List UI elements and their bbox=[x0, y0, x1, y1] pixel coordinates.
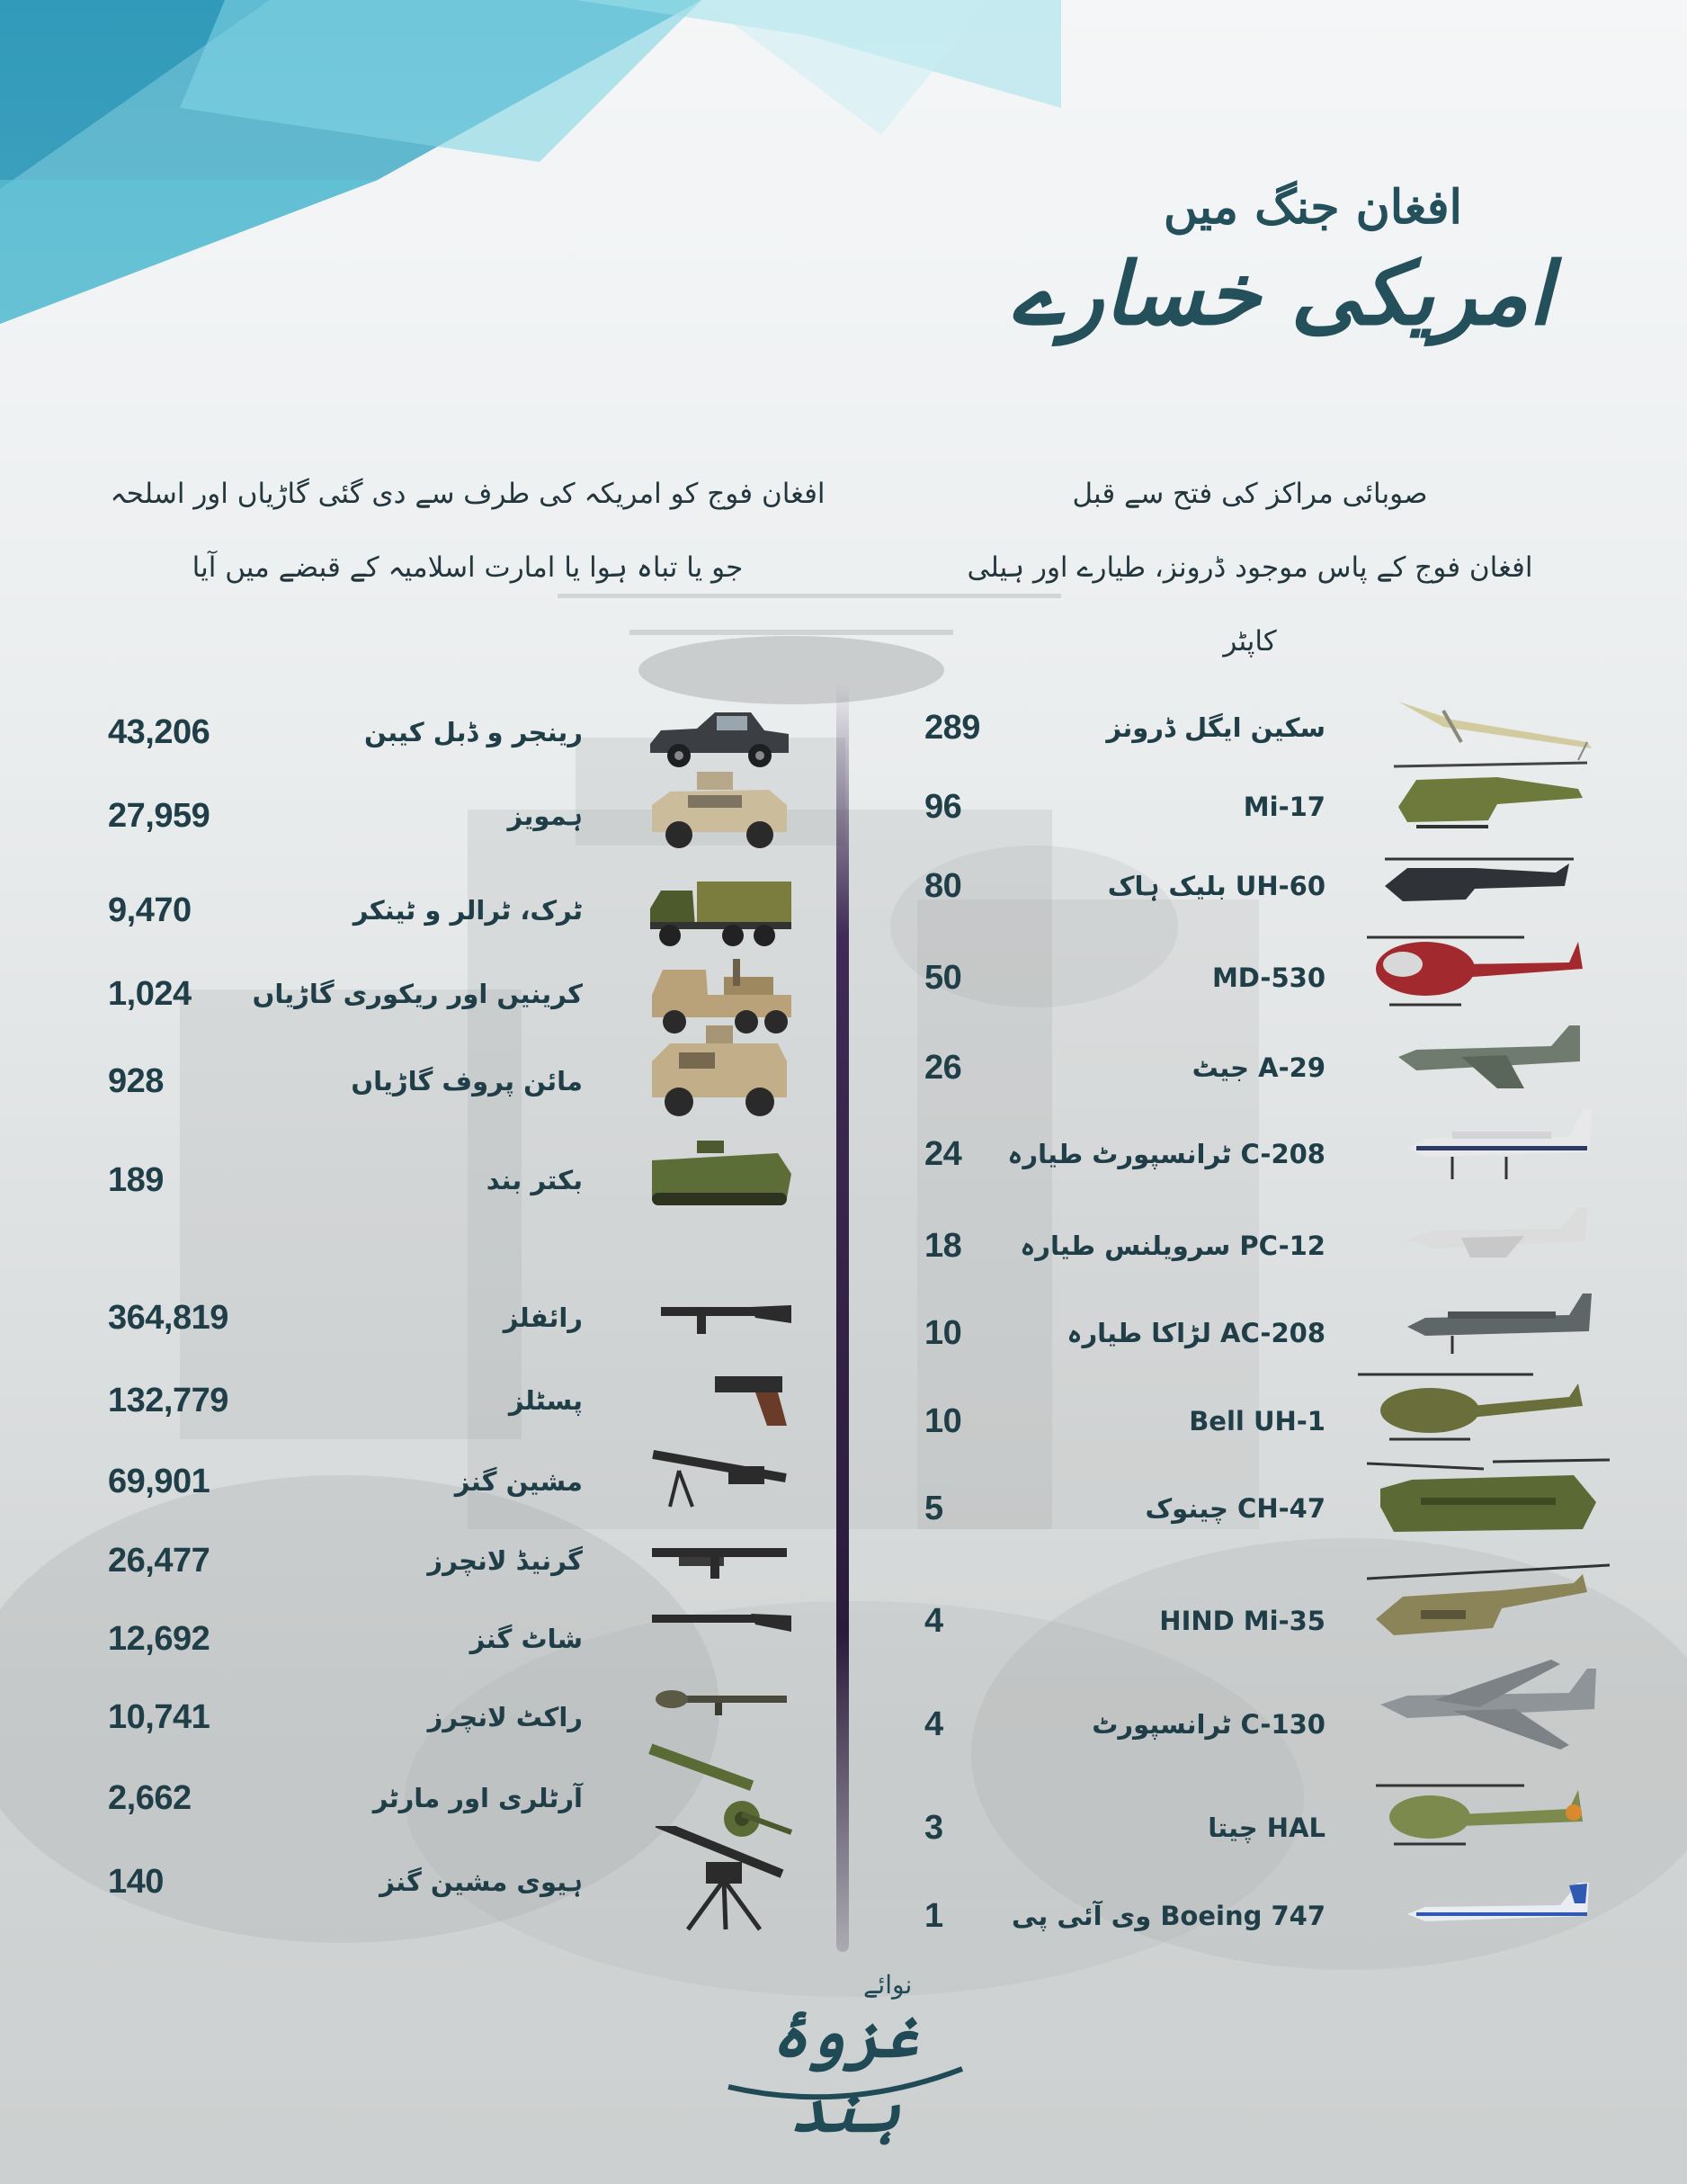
item-label: مشین گنز bbox=[454, 1466, 583, 1497]
helicopter-icon bbox=[1353, 1365, 1587, 1446]
prop-plane-icon bbox=[1389, 1021, 1596, 1093]
helicopter-icon bbox=[1389, 757, 1596, 838]
item-count: 289 bbox=[924, 709, 980, 747]
item-label: پسٹلز bbox=[508, 1385, 583, 1416]
item-count: 1 bbox=[924, 1897, 943, 1935]
list-item-aircraft bbox=[0, 1397, 1687, 1451]
logo-text: غزوۂ ہند bbox=[771, 1997, 920, 2146]
item-count: 10 bbox=[924, 1314, 962, 1352]
item-label: راکٹ لانچرز bbox=[427, 1702, 583, 1732]
item-count: 69,901 bbox=[108, 1463, 210, 1500]
helicopter-icon bbox=[1376, 846, 1583, 917]
item-label: C-130 ٹرانسپورٹ bbox=[1092, 1709, 1326, 1740]
item-label: Mi-17 bbox=[1243, 792, 1326, 822]
item-label: HAL چیتا bbox=[1208, 1813, 1326, 1843]
item-count: 189 bbox=[108, 1161, 164, 1199]
list-item-aircraft bbox=[0, 1892, 1687, 1946]
item-label: ہمویز bbox=[507, 801, 583, 831]
item-count: 24 bbox=[924, 1135, 962, 1173]
item-label: ہیوی مشین گنز bbox=[379, 1866, 583, 1897]
vehicles-weapons-header bbox=[108, 457, 827, 604]
item-label: Boeing 747 وی آئی پی bbox=[1012, 1901, 1326, 1931]
item-label: آرٹلری اور مارٹر bbox=[372, 1783, 583, 1813]
item-count: 4 bbox=[924, 1602, 943, 1640]
item-label: کرینیں اور ریکوری گاڑیاں bbox=[252, 979, 583, 1009]
vehicles-header-line-1: افغان فوج کو امریکہ کی طرف سے دی گئی گاڑیاں اور اسلحہ bbox=[110, 478, 826, 510]
publisher-logo bbox=[710, 1970, 980, 2146]
item-label: بکتر بند bbox=[486, 1165, 583, 1195]
item-count: 27,959 bbox=[108, 797, 210, 835]
list-item-aircraft bbox=[0, 1043, 1687, 1097]
item-label: Bell UH-1 bbox=[1189, 1406, 1326, 1437]
item-label: ٹرک، ٹرالر و ٹینکر bbox=[353, 895, 583, 926]
drone-icon bbox=[1389, 693, 1614, 765]
item-label: HIND Mi-35 bbox=[1159, 1606, 1326, 1636]
list-item-aircraft bbox=[0, 1597, 1687, 1651]
item-count: 3 bbox=[924, 1809, 943, 1847]
prop-plane-icon bbox=[1398, 1103, 1605, 1184]
item-label: C-208 ٹرانسپورٹ طیارہ bbox=[1007, 1139, 1326, 1169]
item-label: شاٹ گنز bbox=[469, 1624, 583, 1654]
list-item-aircraft bbox=[0, 1700, 1687, 1754]
item-count: 80 bbox=[924, 867, 962, 905]
item-count: 2,662 bbox=[108, 1779, 192, 1817]
prop-plane-icon bbox=[1398, 1286, 1605, 1358]
item-count: 96 bbox=[924, 788, 962, 826]
helicopter-icon bbox=[1367, 1556, 1610, 1646]
item-label: AC-208 لڑاکا طیارہ bbox=[1067, 1318, 1326, 1348]
item-label: رینجر و ڈبل کیبن bbox=[363, 717, 583, 747]
item-count: 9,470 bbox=[108, 891, 192, 929]
item-count: 10 bbox=[924, 1402, 962, 1440]
list-item-aircraft bbox=[0, 862, 1687, 916]
item-count: 26 bbox=[924, 1049, 962, 1087]
aircraft-header-line-2: افغان فوج کے پاس موجود ڈرونز، طیارے اور ہیلی کاپٹر bbox=[967, 551, 1533, 658]
item-count: 18 bbox=[924, 1227, 962, 1265]
item-count: 132,779 bbox=[108, 1382, 228, 1419]
item-label: سکین ایگل ڈرونز bbox=[1106, 712, 1326, 743]
chinook-icon bbox=[1367, 1453, 1610, 1543]
item-count: 50 bbox=[924, 959, 962, 997]
list-item-aircraft bbox=[0, 1222, 1687, 1275]
title-line-1: افغان جنگ میں bbox=[1163, 180, 1462, 235]
item-label: رائفلز bbox=[503, 1302, 583, 1333]
aircraft-header-line-1: صوبائی مراکز کی فتح سے قبل bbox=[1072, 478, 1428, 510]
page-title bbox=[743, 171, 1552, 387]
jetliner-icon bbox=[1398, 1878, 1596, 1932]
item-count: 364,819 bbox=[108, 1299, 228, 1337]
item-count: 5 bbox=[924, 1490, 943, 1527]
item-label: PC-12 سرویلنس طیارہ bbox=[1020, 1231, 1326, 1261]
item-count: 12,692 bbox=[108, 1620, 210, 1658]
item-count: 1,024 bbox=[108, 975, 192, 1013]
transport-plane-icon bbox=[1371, 1655, 1605, 1754]
item-label: CH-47 چینوک bbox=[1145, 1493, 1326, 1524]
helicopter-icon bbox=[1371, 1777, 1587, 1848]
grenade-launcher-icon bbox=[643, 1532, 796, 1586]
item-count: 4 bbox=[924, 1705, 943, 1743]
item-count: 43,206 bbox=[108, 713, 210, 751]
item-label: مائن پروف گاڑیاں bbox=[351, 1066, 583, 1096]
list-item-aircraft bbox=[0, 1309, 1687, 1363]
list-item-aircraft bbox=[0, 783, 1687, 837]
title-line-2: امریکی خسارے bbox=[1011, 243, 1552, 345]
list-item-aircraft bbox=[0, 1130, 1687, 1184]
logo-small-text: نوائے bbox=[863, 1970, 913, 2000]
list-item-aircraft bbox=[0, 953, 1687, 1007]
list-item-aircraft bbox=[0, 1484, 1687, 1538]
vehicles-header-line-2: جو یا تباہ ہوا یا امارت اسلامیہ کے قبضے میں آیا bbox=[192, 551, 744, 584]
item-label: A-29 جیٹ bbox=[1192, 1052, 1326, 1083]
item-count: 928 bbox=[108, 1062, 164, 1100]
helicopter-icon bbox=[1362, 928, 1587, 1018]
item-label: گرنیڈ لانچرز bbox=[427, 1545, 583, 1576]
item-count: 140 bbox=[108, 1863, 164, 1901]
prop-plane-icon bbox=[1398, 1204, 1605, 1267]
item-count: 26,477 bbox=[108, 1542, 210, 1580]
aircraft-header bbox=[953, 457, 1547, 678]
list-item-aircraft bbox=[0, 1804, 1687, 1857]
item-label: MD-530 bbox=[1211, 962, 1326, 993]
list-item-aircraft bbox=[0, 703, 1687, 757]
item-label: UH-60 بلیک ہاک bbox=[1107, 871, 1326, 901]
item-count: 10,741 bbox=[108, 1698, 210, 1736]
